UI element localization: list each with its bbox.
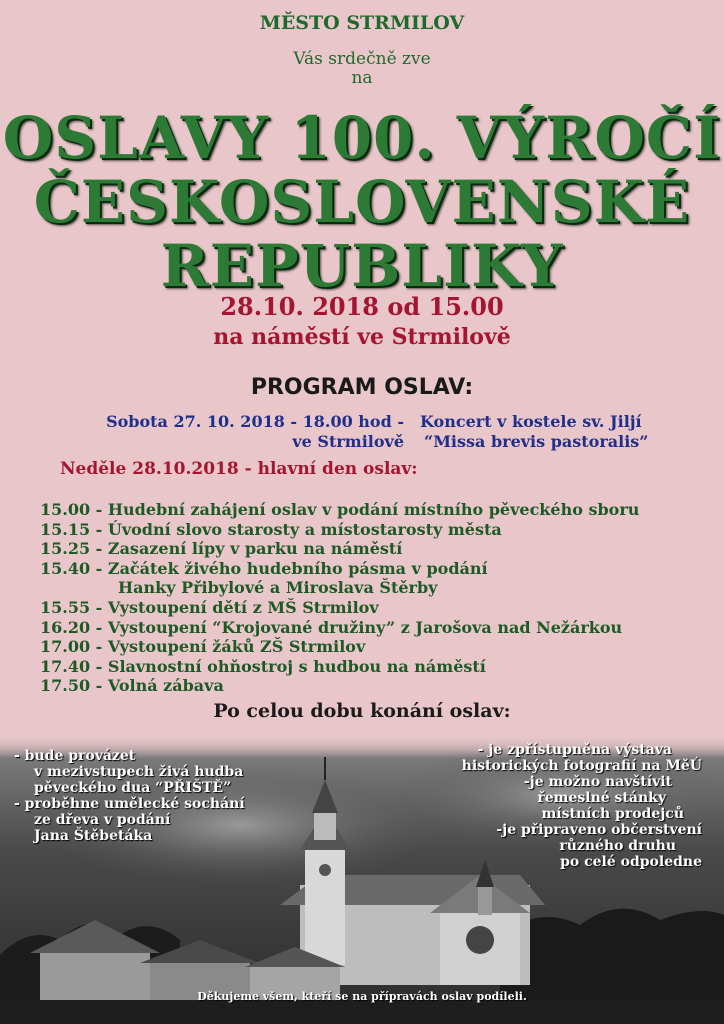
program-item: 16.20 - Vystoupení “Krojované družiny” z Jarošova nad Nežárkou [40,617,623,637]
saturday-line-2: ve Strmilově [292,432,404,451]
during-left-item: - proběhne umělecké sochání [14,796,245,812]
program-item-continuation: Hanky Přibylové a Miroslava Štěrby [118,578,438,598]
saturday-event-line-1: Koncert v kostele sv. Jiljí [420,412,642,431]
during-right-item: místních prodejců [541,806,684,822]
program-item: 17.40 - Slavnostní ohňostroj s hudbou na náměstí [40,656,486,676]
during-right-item: -je připraveno občerstvení [496,822,702,838]
program-item: 15.25 - Zasazení lípy v parku na náměstí [40,539,403,559]
program-item: 15.15 - Úvodní slovo starosty a místostarosty města [40,519,502,539]
thanks-note: Děkujeme všem, kteří se na přípravách oslav podíleli. [197,990,527,1003]
saturday-date [42,412,404,452]
sunday-heading: Neděle 28.10.2018 - hlavní den oslav: [60,459,418,479]
program-item: 17.00 - Vystoupení žáků ZŠ Strmilov [40,637,366,657]
saturday-line-1: Sobota 27. 10. 2018 - 18.00 hod - [106,412,404,431]
program-item: 15.00 - Hudební zahájení oslav v podání místního pěveckého sboru [40,500,640,519]
title-line-1: OSLAVY 100. VÝROČÍ [2,104,722,172]
event-place: na náměstí ve Strmilově [213,324,511,350]
during-right-item: různého druhu [559,838,676,854]
invitation-text [0,50,724,88]
city-name: MĚSTO STRMILOV [259,12,465,34]
program-item: 17.50 - Volná zábava [40,676,224,696]
during-left-item: pěveckého dua “PŘIŠTĚ” [34,780,232,796]
during-left-item: Jana Štěbetáka [34,828,153,844]
during-left-list [14,748,245,844]
during-right-item: - je zpřístupněna výstava [477,742,672,758]
title-line-3: REPUBLIKY [160,232,564,300]
during-right-item: po celé odpoledne [560,854,702,870]
during-heading: Po celou dobu konání oslav: [213,700,511,722]
saturday-event-line-2: “Missa brevis pastoralis” [424,432,649,451]
invite-line-1: Vás srdečně zve [293,49,431,69]
during-left-item: - bude provázet [14,748,136,764]
during-right-list [462,742,702,870]
program-heading: PROGRAM OSLAV: [250,375,474,400]
program-list [40,500,639,696]
program-item: 15.55 - Vystoupení dětí z MŠ Strmilov [40,597,379,617]
during-left-item: ze dřeva v podání [34,812,171,828]
during-right-item: řemeslné stánky [537,790,666,806]
program-item: 15.40 - Začátek živého hudebního pásma v podání [40,558,488,578]
event-date: 28.10. 2018 od 15.00 [220,292,504,321]
invite-line-2: na [351,68,373,88]
title-line-2: ČESKOSLOVENSKÉ [33,168,691,236]
saturday-event [420,412,700,452]
during-right-item: -je možno navštívit [523,774,672,790]
during-right-item: historických fotografií na MěÚ [461,758,702,774]
during-left-item: v mezivstupech živá hudba [34,764,244,780]
